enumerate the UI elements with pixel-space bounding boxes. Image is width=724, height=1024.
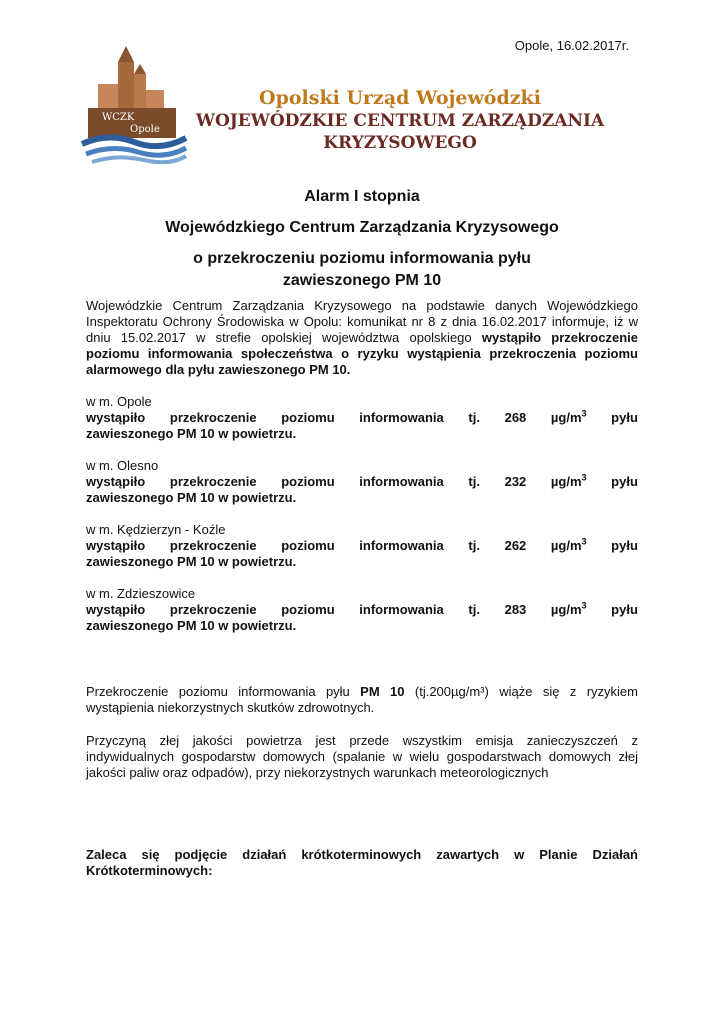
word: przekroczenie — [169, 410, 257, 425]
svg-text:WCZK: WCZK — [102, 112, 135, 123]
word: przekroczenie — [169, 474, 257, 489]
title-line-2: Wojewódzkiego Centrum Zarządzania Kryzysowego — [165, 219, 559, 236]
word: przekroczenie — [169, 602, 257, 617]
organization-header — [190, 86, 610, 154]
title-line-1: Alarm I stopnia — [304, 188, 420, 205]
measurement-block — [86, 458, 638, 506]
city-name: w m. Opole — [86, 394, 152, 409]
measurement-row — [86, 602, 638, 618]
org-line-1: Opolski Urząd Wojewódzki — [259, 87, 541, 109]
word: przekroczenie — [169, 538, 257, 553]
intro-paragraph — [86, 298, 638, 378]
word: pyłu — [611, 602, 638, 617]
word: tj. — [468, 602, 480, 617]
threshold-text-c: (tj.200µg/m³) wiąże się z ryzykiem wystąpienia niekorzystnych skutków zdrowotnych. — [86, 684, 638, 715]
word: tj. — [468, 538, 480, 553]
word: informowania — [359, 538, 444, 553]
word: wystąpiło — [86, 474, 146, 489]
word: informowania — [359, 410, 444, 425]
threshold-paragraph — [86, 684, 638, 716]
cause-paragraph: Przyczyną złej jakości powietrza jest przede wszystkim emisja zanieczyszczeń z indywidualnych gospodarstw domowych (spalanie w wielu gospodarstwach domowych złej jakości paliw oraz odpadów), przy niekorzystnych warunkach meteorologicznych — [86, 733, 638, 780]
measurement-row — [86, 410, 638, 426]
word: poziomu — [281, 538, 335, 553]
word: informowania — [359, 474, 444, 489]
org-line-2: WOJEWÓDZKIE CENTRUM ZARZĄDZANIA — [195, 111, 605, 131]
word: wystąpiło — [86, 410, 146, 425]
recommendation-paragraph: Zaleca się podjęcie działań krótkoterminowych zawartych w Planie Działań Krótkoterminowych: — [86, 847, 638, 878]
word: informowania — [359, 602, 444, 617]
unit: $\mu g/m^3$ — [550, 536, 587, 553]
measurement-row — [86, 474, 638, 490]
word: pyłu — [611, 474, 638, 489]
measurement-row — [86, 538, 638, 554]
measurement-line-2: zawieszonego PM 10 w powietrzu. — [86, 618, 297, 633]
measurement-block — [86, 522, 638, 570]
pm10-value: 262 — [504, 538, 527, 553]
svg-text:Opole: Opole — [130, 124, 160, 135]
unit: $\mu g/m^3$ — [550, 408, 587, 425]
city-name: w m. Olesno — [86, 458, 159, 473]
word: wystąpiło — [86, 602, 146, 617]
word: tj. — [468, 410, 480, 425]
word: poziomu — [281, 410, 335, 425]
city-name: w m. Zdzieszowice — [86, 586, 196, 601]
intro-text: Wojewódzkie Centrum Zarządzania Kryzysowego na podstawie danych Wojewódzkiego Inspektoratu Ochrony Środowiska w Opolu: komunikat nr 8 z dnia 16.02.2017 informuje, iż w dniu 15.02.2017 w strefie opolskiej województwa opolskiego — [86, 298, 638, 345]
title-line-4: zawieszonego PM 10 — [282, 272, 442, 289]
threshold-text-a: Przekroczenie poziomu informowania pyłu — [86, 684, 350, 699]
city-name: w m. Kędzierzyn - Koźle — [86, 522, 226, 537]
document-title — [86, 186, 638, 292]
word: poziomu — [281, 474, 335, 489]
measurement-line-2: zawieszonego PM 10 w powietrzu. — [86, 554, 297, 569]
word: pyłu — [611, 410, 638, 425]
word: tj. — [468, 474, 480, 489]
measurement-line-2: zawieszonego PM 10 w powietrzu. — [86, 426, 297, 441]
wczk-logo — [78, 46, 188, 164]
pm10-value: 232 — [504, 474, 527, 489]
threshold-text-pm: PM 10 — [360, 684, 405, 699]
document-body — [86, 298, 638, 879]
document-date: Opole, 16.02.2017r. — [514, 38, 629, 53]
measurement-block — [86, 394, 638, 442]
unit: $\mu g/m^3$ — [550, 472, 587, 489]
org-line-3: KRYZYSOWEGO — [323, 133, 477, 153]
measurements-list — [86, 394, 638, 634]
measurement-line-2: zawieszonego PM 10 w powietrzu. — [86, 490, 297, 505]
title-line-3: o przekroczeniu poziomu informowania pyłu — [193, 250, 531, 267]
word: pyłu — [611, 538, 638, 553]
word: wystąpiło — [86, 538, 146, 553]
measurement-block — [86, 586, 638, 634]
unit: $\mu g/m^3$ — [550, 600, 587, 617]
pm10-value: 268 — [504, 410, 527, 425]
word: poziomu — [281, 602, 335, 617]
intro-bold-text: wystąpiło przekroczenie poziomu informowania społeczeństwa o ryzyku wystąpienia przekroczenia poziomu alarmowego dla pyłu zawieszonego PM 10. — [86, 330, 638, 377]
pm10-value: 283 — [504, 602, 527, 617]
